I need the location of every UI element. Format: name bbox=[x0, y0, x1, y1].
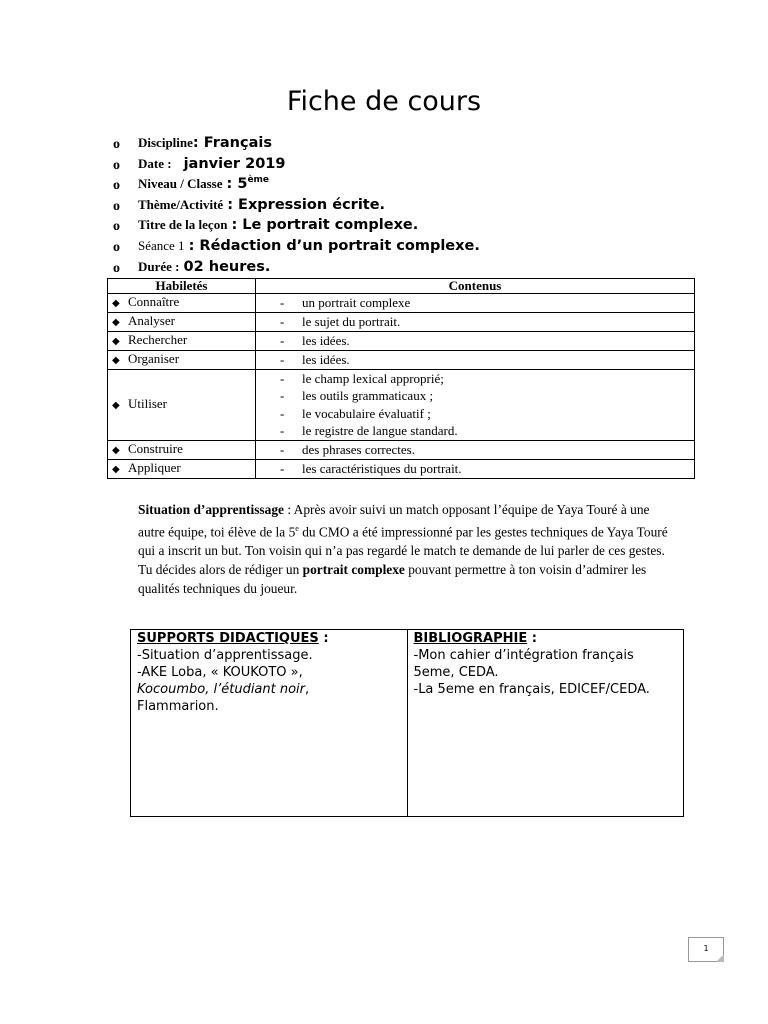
discipline-value: : Français bbox=[192, 135, 272, 151]
table-header-row bbox=[108, 279, 695, 294]
content-item: le vocabulaire évaluatif ; bbox=[302, 405, 431, 421]
duree-label: Durée : bbox=[138, 258, 180, 274]
info-duree bbox=[113, 257, 713, 278]
bibliographie-heading: BIBLIOGRAPHIE bbox=[413, 631, 528, 646]
skill-name: Construire bbox=[128, 440, 183, 456]
book-title: Kocoumbo, l’étudiant noir bbox=[137, 682, 306, 697]
situation-paragraph: Situation d’apprentissage : Après avoir suivi un match opposant l’équipe de Yaya Touré à une autre équipe, toi élève de la 5e du CMO a été impressionné par les gestes techniques de Yaya Touré qui a inscrit un but. Ton voisin qui n’a pas regardé le match te demande de lui parler de ces gestes. Tu décides alors de rédiger un portrait complexe pouvant permettre à ton voisin d’admirer les qualités techniques du joueur. bbox=[138, 502, 668, 597]
supports-line: -AKE Loba, « KOUKOTO », bbox=[137, 665, 303, 680]
skill-name: Analyser bbox=[128, 313, 175, 328]
bullet-icon: o bbox=[113, 178, 120, 194]
bullet-icon: o bbox=[113, 239, 120, 255]
discipline-label: Discipline bbox=[138, 135, 193, 150]
skill-name: Rechercher bbox=[128, 332, 188, 347]
theme-label: Thème/Activité bbox=[138, 196, 224, 212]
info-theme bbox=[113, 195, 713, 216]
supports-line: -Situation d’apprentissage. bbox=[137, 648, 313, 663]
skills-table bbox=[107, 278, 695, 479]
niveau-value: : 5ème bbox=[226, 175, 270, 193]
bibliographie-line: -La 5eme en français, EDICEF/CEDA. bbox=[413, 682, 650, 697]
info-discipline bbox=[113, 133, 713, 154]
info-titre bbox=[113, 215, 713, 236]
skill-name: Appliquer bbox=[128, 459, 181, 475]
date-label: Date : bbox=[138, 155, 172, 171]
diamond-bullet-icon: ◆ bbox=[112, 463, 120, 475]
table-row: ◆ Organiser - les idées. bbox=[108, 351, 695, 370]
content-item: les outils grammaticaux ; bbox=[302, 388, 434, 404]
seance-value: : Rédaction d’un portrait complexe. bbox=[188, 237, 480, 254]
skill-name: Organiser bbox=[128, 351, 180, 366]
supports-cell: SUPPORTS DIDACTIQUES : -Situation d’apprentissage. -AKE Loba, « KOUKOTO », Kocoumbo, l’étudiant noir, Flammarion. bbox=[131, 630, 408, 817]
course-info-list bbox=[113, 133, 713, 277]
header-habiletes: Habiletés bbox=[108, 279, 256, 294]
duree-value: 02 heures. bbox=[183, 258, 271, 275]
info-seance bbox=[113, 236, 713, 257]
table-row: ◆ Construire - des phrases correctes. bbox=[108, 440, 695, 459]
diamond-bullet-icon: ◆ bbox=[112, 317, 120, 328]
table-row: ◆ Analyser - le sujet du portrait. bbox=[108, 313, 695, 332]
theme-value: : Expression écrite. bbox=[227, 196, 386, 213]
content-item: des phrases correctes. bbox=[302, 441, 415, 457]
diamond-bullet-icon: ◆ bbox=[112, 298, 120, 309]
header-contenus: Contenus bbox=[256, 279, 695, 294]
content-item: les caractéristiques du portrait. bbox=[302, 460, 462, 476]
table-row: ◆ Rechercher - les idées. bbox=[108, 332, 695, 351]
info-date bbox=[113, 154, 713, 175]
skill-name: Connaître bbox=[128, 294, 180, 309]
bibliographie-line: -Mon cahier d’intégration français 5eme, CEDA. bbox=[413, 648, 634, 680]
skill-name: Utiliser bbox=[128, 395, 167, 411]
situation-label: Situation d’apprentissage bbox=[138, 502, 284, 517]
info-niveau bbox=[113, 174, 713, 195]
content-item: le registre de langue standard. bbox=[302, 423, 458, 439]
diamond-bullet-icon: ◆ bbox=[112, 355, 120, 366]
bullet-icon: o bbox=[113, 157, 120, 173]
content-item: le sujet du portrait. bbox=[302, 314, 401, 329]
supports-heading: SUPPORTS DIDACTIQUES bbox=[137, 631, 319, 646]
bullet-icon: o bbox=[113, 137, 120, 152]
table-row: ◆ Appliquer - les caractéristiques du portrait. bbox=[108, 459, 695, 478]
table-row: ◆ Utiliser - le champ lexical approprié; - les outils grammaticaux ; - le vocabulaire évaluatif ; - le registre de langue standard. bbox=[108, 370, 695, 441]
bullet-icon: o bbox=[113, 198, 120, 214]
seance-label: Séance 1 bbox=[138, 237, 185, 253]
page-fold-icon bbox=[716, 954, 724, 962]
diamond-bullet-icon: ◆ bbox=[112, 444, 120, 456]
content-item: les idées. bbox=[302, 352, 350, 367]
titre-value: : Le portrait complexe. bbox=[231, 217, 419, 234]
page-number: 1 bbox=[688, 937, 724, 962]
diamond-bullet-icon: ◆ bbox=[112, 336, 120, 347]
table-row: ◆ Connaître - un portrait complexe bbox=[108, 294, 695, 313]
niveau-label: Niveau / Classe bbox=[138, 176, 223, 192]
diamond-bullet-icon: ◆ bbox=[112, 399, 120, 411]
content-item: les idées. bbox=[302, 333, 350, 348]
resources-table bbox=[130, 629, 684, 817]
bullet-icon: o bbox=[113, 260, 120, 276]
content-item: le champ lexical approprié; bbox=[302, 371, 444, 386]
supports-line: Flammarion. bbox=[137, 699, 219, 714]
situation-bold: portrait complexe bbox=[302, 562, 405, 578]
titre-label: Titre de la leçon bbox=[138, 217, 228, 233]
bullet-icon: o bbox=[113, 219, 120, 235]
bibliographie-cell: BIBLIOGRAPHIE : -Mon cahier d’intégration français 5eme, CEDA. -La 5eme en français, EDICEF/CEDA. bbox=[407, 630, 684, 817]
page-title: Fiche de cours bbox=[286, 86, 482, 117]
content-item: un portrait complexe bbox=[302, 295, 411, 310]
date-value: janvier 2019 bbox=[183, 155, 286, 172]
